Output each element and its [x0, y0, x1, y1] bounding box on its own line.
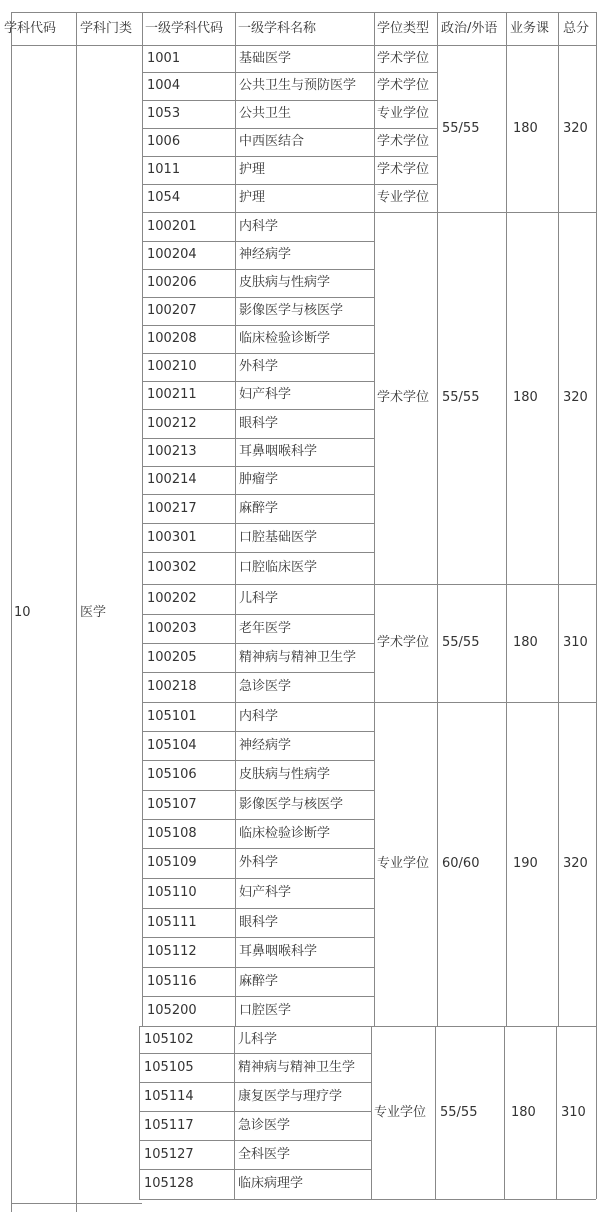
major-course-score-cell: 180: [513, 635, 538, 650]
subject-name-cell: 神经病学: [239, 247, 292, 262]
subject-name-cell: 临床检验诊断学: [239, 331, 331, 346]
row-border: [139, 1053, 371, 1054]
row-border: [142, 937, 374, 938]
group-degree-type-cell: 专业学位: [377, 856, 430, 871]
subject-name-cell: 口腔基础医学: [239, 530, 318, 545]
subject-name-cell: 急诊医学: [238, 1118, 291, 1133]
subject-code-cell: 105108: [147, 826, 197, 841]
row-border: [142, 438, 374, 439]
group-degree-type-cell: 专业学位: [374, 1105, 427, 1120]
subject-name-cell: 外科学: [239, 359, 279, 374]
column-divider: [437, 212, 438, 584]
major-course-score-cell: 190: [513, 856, 538, 871]
header-column-divider: [558, 12, 559, 45]
row-border: [142, 731, 374, 732]
column-divider: [596, 584, 597, 702]
row-border: [142, 848, 374, 849]
row-border: [142, 614, 374, 615]
subject-code-cell: 1011: [147, 162, 181, 177]
subject-code-cell: 1004: [147, 78, 181, 93]
subject-code-cell: 105114: [144, 1089, 194, 1104]
degree-type-cell: 专业学位: [377, 190, 430, 205]
politics-language-score-cell: 55/55: [440, 1105, 478, 1120]
group-top-border: [142, 45, 596, 46]
subject-code-cell: 100205: [147, 650, 197, 665]
column-divider: [558, 584, 559, 702]
row-border: [139, 1169, 371, 1170]
row-border: [142, 241, 374, 242]
subject-name-cell: 内科学: [239, 219, 279, 234]
subject-code-cell: 100302: [147, 560, 197, 575]
row-border: [142, 790, 374, 791]
header-column-divider: [374, 12, 375, 45]
column-divider: [235, 212, 236, 584]
row-border: [142, 72, 374, 73]
degree-type-cell: 专业学位: [377, 106, 430, 121]
column-divider: [76, 45, 77, 1212]
table-bottom-border: [11, 1203, 142, 1204]
subject-name-cell: 肿瘤学: [239, 472, 279, 487]
subject-code-cell: 1053: [147, 106, 181, 121]
column-divider: [596, 45, 597, 212]
row-border: [374, 72, 437, 73]
subject-code-cell: 100201: [147, 219, 197, 234]
subject-code-cell: 105104: [147, 738, 197, 753]
major-course-score-cell: 180: [511, 1105, 536, 1120]
subject-name-cell: 耳鼻咽喉科学: [239, 444, 318, 459]
subject-code-cell: 100218: [147, 679, 197, 694]
subject-code-cell: 1006: [147, 134, 181, 149]
row-border: [142, 100, 374, 101]
subject-code-cell: 100202: [147, 591, 197, 606]
degree-type-cell: 学术学位: [377, 162, 430, 177]
row-border: [139, 1140, 371, 1141]
group-degree-type-cell: 学术学位: [377, 635, 430, 650]
total-score-cell: 310: [561, 1105, 586, 1120]
column-divider: [558, 212, 559, 584]
subject-name-cell: 康复医学与理疗学: [238, 1089, 343, 1104]
subject-name-cell: 外科学: [239, 855, 279, 870]
subject-name-cell: 公共卫生: [239, 106, 292, 121]
column-divider: [142, 584, 143, 702]
subject-name-cell: 基础医学: [239, 51, 292, 66]
header-first-level-name: 一级学科名称: [238, 21, 317, 36]
column-divider: [142, 45, 143, 212]
column-divider: [558, 45, 559, 212]
header-column-divider: [142, 12, 143, 45]
row-border: [142, 996, 374, 997]
column-divider: [371, 1026, 372, 1199]
subject-name-cell: 妇产科学: [239, 885, 292, 900]
subject-name-cell: 精神病与精神卫生学: [239, 650, 357, 665]
header-major-course: 业务课: [510, 21, 550, 36]
column-divider: [506, 702, 507, 1026]
row-border: [142, 156, 374, 157]
discipline-category-cell: 医学: [80, 605, 107, 620]
row-border: [142, 643, 374, 644]
column-divider: [596, 702, 597, 1026]
column-divider: [437, 702, 438, 1026]
column-divider: [596, 212, 597, 584]
row-border: [374, 156, 437, 157]
column-divider: [596, 1026, 597, 1199]
subject-code-cell: 100203: [147, 621, 197, 636]
subject-name-cell: 临床病理学: [238, 1176, 304, 1191]
subject-code-cell: 1001: [147, 51, 181, 66]
column-divider: [235, 702, 236, 1026]
column-divider: [558, 702, 559, 1026]
column-divider: [437, 584, 438, 702]
subject-code-cell: 105116: [147, 974, 197, 989]
subject-code-cell: 105128: [144, 1176, 194, 1191]
subject-code-cell: 100210: [147, 359, 197, 374]
subject-code-cell: 100204: [147, 247, 197, 262]
subject-code-cell: 105106: [147, 767, 197, 782]
row-border: [142, 128, 374, 129]
subject-name-cell: 口腔临床医学: [239, 560, 318, 575]
subject-name-cell: 皮肤病与性病学: [239, 767, 331, 782]
subject-code-cell: 100211: [147, 387, 197, 402]
subject-code-cell: 105111: [147, 915, 197, 930]
row-border: [142, 381, 374, 382]
politics-language-score-cell: 55/55: [442, 121, 480, 136]
column-divider: [11, 45, 12, 1212]
group-top-border: [142, 212, 596, 213]
subject-code-cell: 105102: [144, 1032, 194, 1047]
header-first-level-code: 一级学科代码: [145, 21, 224, 36]
column-divider: [506, 212, 507, 584]
column-divider: [142, 702, 143, 1026]
major-course-score-cell: 180: [513, 390, 538, 405]
row-border: [374, 184, 437, 185]
row-border: [142, 552, 374, 553]
subject-code-cell: 105109: [147, 855, 197, 870]
subject-name-cell: 皮肤病与性病学: [239, 275, 331, 290]
group-top-border: [142, 584, 596, 585]
row-border: [142, 409, 374, 410]
row-border: [142, 967, 374, 968]
header-politics-language: 政治/外语: [441, 21, 498, 36]
politics-language-score-cell: 55/55: [442, 635, 480, 650]
column-divider: [504, 1026, 505, 1199]
subject-code-cell: 105127: [144, 1147, 194, 1162]
total-score-cell: 320: [563, 390, 588, 405]
subject-name-cell: 眼科学: [239, 416, 279, 431]
row-border: [142, 494, 374, 495]
subject-name-cell: 影像医学与核医学: [239, 797, 344, 812]
subject-code-cell: 105117: [144, 1118, 194, 1133]
politics-language-score-cell: 60/60: [442, 856, 480, 871]
subject-name-cell: 公共卫生与预防医学: [239, 78, 357, 93]
row-border: [142, 908, 374, 909]
subject-code-cell: 105105: [144, 1060, 194, 1075]
row-border: [374, 128, 437, 129]
column-divider: [234, 1026, 235, 1199]
subject-name-cell: 口腔医学: [239, 1003, 292, 1018]
table-top-border: [11, 12, 596, 13]
header-column-divider: [506, 12, 507, 45]
header-column-divider: [596, 12, 597, 45]
subject-name-cell: 妇产科学: [239, 387, 292, 402]
subject-name-cell: 内科学: [239, 709, 279, 724]
discipline-code-cell: 10: [14, 605, 31, 620]
row-border: [142, 325, 374, 326]
row-border: [142, 672, 374, 673]
subject-name-cell: 神经病学: [239, 738, 292, 753]
row-border: [142, 353, 374, 354]
row-border: [142, 523, 374, 524]
total-score-cell: 320: [563, 121, 588, 136]
subject-code-cell: 105101: [147, 709, 197, 724]
column-divider: [235, 584, 236, 702]
column-divider: [374, 702, 375, 1026]
row-border: [142, 760, 374, 761]
header-column-divider: [437, 12, 438, 45]
degree-type-cell: 学术学位: [377, 134, 430, 149]
row-border: [139, 1082, 371, 1083]
major-course-score-cell: 180: [513, 121, 538, 136]
row-border: [142, 466, 374, 467]
subject-name-cell: 麻醉学: [239, 974, 279, 989]
subject-code-cell: 105200: [147, 1003, 197, 1018]
row-border: [142, 297, 374, 298]
subject-code-cell: 1054: [147, 190, 181, 205]
subject-code-cell: 100206: [147, 275, 197, 290]
row-border: [142, 269, 374, 270]
group-degree-type-cell: 学术学位: [377, 390, 430, 405]
header-discipline-code: 学科代码: [4, 21, 57, 36]
column-divider: [435, 1026, 436, 1199]
subject-name-cell: 精神病与精神卫生学: [238, 1060, 356, 1075]
subject-code-cell: 100301: [147, 530, 197, 545]
column-divider: [142, 212, 143, 584]
header-total-score: 总分: [563, 21, 590, 36]
subject-name-cell: 眼科学: [239, 915, 279, 930]
subject-name-cell: 麻醉学: [239, 501, 279, 516]
subject-code-cell: 100213: [147, 444, 197, 459]
total-score-cell: 310: [563, 635, 588, 650]
subject-code-cell: 105112: [147, 944, 197, 959]
header-discipline-category: 学科门类: [80, 21, 133, 36]
row-border: [142, 184, 374, 185]
header-column-divider: [76, 12, 77, 45]
subject-name-cell: 影像医学与核医学: [239, 303, 344, 318]
column-divider: [374, 212, 375, 584]
column-divider: [506, 45, 507, 212]
subject-name-cell: 护理: [239, 190, 266, 205]
header-column-divider: [235, 12, 236, 45]
column-divider: [374, 584, 375, 702]
row-border: [374, 100, 437, 101]
subject-code-cell: 100208: [147, 331, 197, 346]
subject-code-cell: 105107: [147, 797, 197, 812]
row-border: [142, 819, 374, 820]
column-divider: [374, 45, 375, 212]
group-top-border: [142, 702, 596, 703]
subject-code-cell: 100217: [147, 501, 197, 516]
subject-name-cell: 护理: [239, 162, 266, 177]
degree-type-cell: 学术学位: [377, 51, 430, 66]
subject-name-cell: 急诊医学: [239, 679, 292, 694]
subject-name-cell: 耳鼻咽喉科学: [239, 944, 318, 959]
subject-name-cell: 儿科学: [238, 1032, 278, 1047]
column-divider: [139, 1026, 140, 1199]
column-divider: [235, 45, 236, 212]
row-border: [142, 878, 374, 879]
subject-code-cell: 100214: [147, 472, 197, 487]
subject-code-cell: 105110: [147, 885, 197, 900]
total-score-cell: 320: [563, 856, 588, 871]
group-bottom-border: [139, 1199, 596, 1200]
column-divider: [556, 1026, 557, 1199]
politics-language-score-cell: 55/55: [442, 390, 480, 405]
column-divider: [506, 584, 507, 702]
subject-name-cell: 中西医结合: [239, 134, 305, 149]
group-top-border: [139, 1026, 596, 1027]
subject-name-cell: 老年医学: [239, 621, 292, 636]
subject-name-cell: 全科医学: [238, 1147, 291, 1162]
degree-type-cell: 学术学位: [377, 78, 430, 93]
header-degree-type: 学位类型: [377, 21, 430, 36]
subject-code-cell: 100212: [147, 416, 197, 431]
subject-code-cell: 100207: [147, 303, 197, 318]
subject-name-cell: 临床检验诊断学: [239, 826, 331, 841]
column-divider: [437, 45, 438, 212]
subject-name-cell: 儿科学: [239, 591, 279, 606]
row-border: [139, 1111, 371, 1112]
